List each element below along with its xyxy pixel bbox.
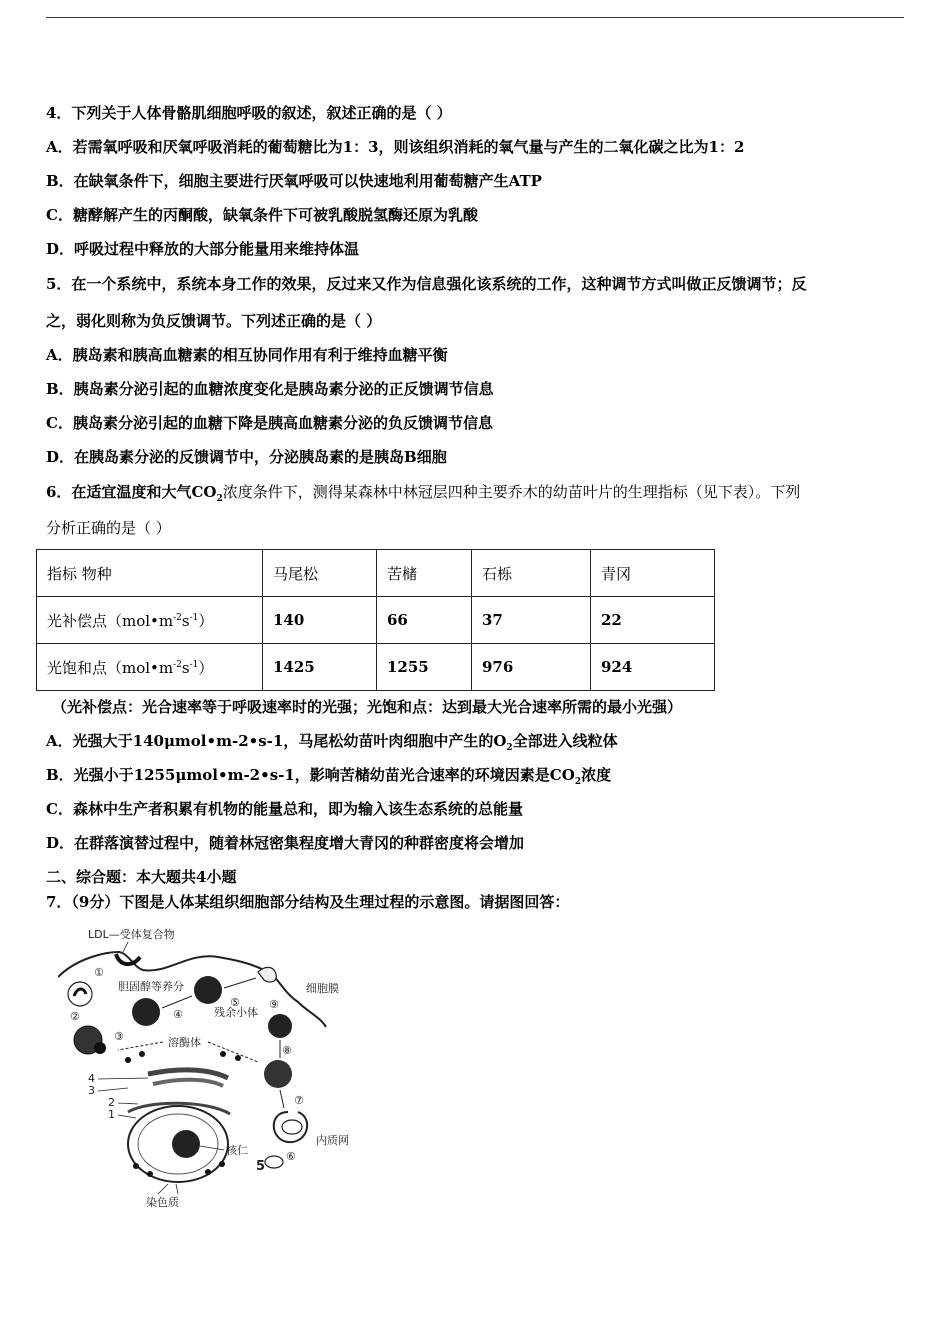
table-header-cell: 青冈 [591, 550, 715, 597]
header-rule [46, 17, 904, 18]
table-cell: 976 [472, 644, 591, 691]
vesicle-icon [68, 982, 92, 1006]
q6-option-a: A．光强大于140μmol•m-2•s-1，马尾松幼苗叶肉细胞中产生的$O_2$全部进入线粒体 [46, 732, 618, 753]
table-row-label: 光饱和点$(mol•m^{-2}s^{-1})$ [37, 644, 263, 691]
q5-option-a: A．胰岛素和胰高血糖素的相互协同作用有利于维持血糖平衡 [46, 346, 448, 364]
q5-stem-line2: 之，弱化则称为负反馈调节。下列述正确的是（ ） [46, 312, 382, 330]
label-chromatin: 染色质 [146, 1196, 179, 1209]
table-cell: 1255 [377, 644, 472, 691]
q6-option-b: B．光强小于1255μmol•m-2•s-1，影响苦槠幼苗光合速率的环境因素是$CO_2$浓度 [46, 766, 612, 787]
label-lysosome: 溶酶体 [168, 1036, 201, 1049]
table-header-cell: 马尾松 [263, 550, 377, 597]
side-label-1: 1 [108, 1108, 115, 1121]
table-row [37, 597, 715, 644]
step-1: ① [94, 966, 104, 979]
step-9: ⑨ [269, 998, 279, 1011]
table-header-cell: 指标 物种 [37, 550, 263, 597]
cell-structure-figure [58, 922, 368, 1212]
ldl-receptor-complex-icon [116, 954, 140, 964]
q5-option-d: D．在胰岛素分泌的反馈调节中，分泌胰岛素的是胰岛B细胞 [46, 448, 447, 466]
label-membrane: 细胞膜 [306, 982, 339, 995]
q4-option-a: A．若需氧呼吸和厌氧呼吸消耗的葡萄糖比为1：3，则该组织消耗的氧气量与产生的二氧化碳之比为1：2 [46, 138, 745, 156]
residual-body-icon [268, 1014, 292, 1038]
table-row-label: 光补偿点$(mol•m^{-2}s^{-1})$ [37, 597, 263, 644]
table-cell: 22 [591, 597, 715, 644]
side-label-5: 5 [256, 1159, 266, 1174]
step-6: ⑥ [286, 1150, 296, 1163]
q6-option-c: C．森林中生产者积累有机物的能量总和，即为输入该生态系统的总能量 [46, 800, 523, 818]
label-nutrients: 胆固醇等养分 [118, 980, 184, 993]
step-3: ③ [114, 1030, 124, 1043]
table-header-cell: 苦槠 [377, 550, 472, 597]
label-ldl: LDL—受体复合物 [88, 928, 175, 941]
q4-stem: 4．下列关于人体骨骼肌细胞呼吸的叙述，叙述正确的是（ ） [46, 104, 452, 122]
label-nucleolus: 核仁 [226, 1144, 248, 1157]
q6-data-table [36, 549, 715, 691]
nucleolus-icon [172, 1130, 200, 1158]
table-header-row [37, 550, 715, 597]
table-cell: 140 [263, 597, 377, 644]
table-cell: 1425 [263, 644, 377, 691]
table-row [37, 644, 715, 691]
q6-option-d: D．在群落演替过程中，随着林冠密集程度增大青冈的种群密度将会增加 [46, 834, 525, 852]
table-cell: 66 [377, 597, 472, 644]
label-residual-body: 残余小体 [214, 1006, 258, 1019]
q5-option-b: B．胰岛素分泌引起的血糖浓度变化是胰岛素分泌的正反馈调节信息 [46, 380, 494, 398]
table-cell: 37 [472, 597, 591, 644]
q6-stem-line2: 分析正确的是（ ） [46, 519, 171, 537]
label-er: 内质网 [316, 1134, 349, 1147]
step-5: ⑤ [230, 996, 240, 1009]
membrane-pit [258, 967, 276, 982]
q6-note: （光补偿点：光合速率等于呼吸速率时的光强；光饱和点：达到最大光合速率所需的最小光强） [52, 698, 683, 716]
side-label-2: 2 [108, 1096, 115, 1109]
q7-stem: 7．（9分）下图是人体某组织细胞部分结构及生理过程的示意图。请据图回答： [46, 893, 570, 911]
free-mitochondrion-icon [265, 1156, 283, 1168]
q4-option-c: C．糖酵解产生的丙酮酸，缺氧条件下可被乳酸脱氢酶还原为乳酸 [46, 206, 478, 224]
autophagosome-icon [264, 1060, 292, 1088]
q5-stem-line1: 5．在一个系统中，系统本身工作的效果，反过来又作为信息强化该系统的工作，这种调节方式叫做正反馈调节；反 [46, 275, 807, 293]
q4-option-d: D．呼吸过程中释放的大部分能量用来维持体温 [46, 240, 360, 258]
table-cell: 924 [591, 644, 715, 691]
q6-stem-line1: 6．在适宜温度和大气$CO_2$浓度条件下，测得某森林中林冠层四种主要乔木的幼苗叶片的生理指标（见下表）。下列 [46, 483, 801, 504]
step-7: ⑦ [294, 1094, 304, 1107]
step-8: ⑧ [282, 1044, 292, 1057]
secondary-lysosome-icon [132, 998, 160, 1026]
digesting-lysosome-icon [194, 976, 222, 1004]
step-2: ② [70, 1010, 80, 1023]
mitochondrion-icon [282, 1120, 302, 1134]
q5-option-c: C．胰岛素分泌引起的血糖下降是胰高血糖素分泌的负反馈调节信息 [46, 414, 493, 432]
section-heading: 二、综合题：本大题共4小题 [46, 868, 237, 886]
table-header-cell: 石栎 [472, 550, 591, 597]
side-label-4: 4 [88, 1072, 95, 1085]
q4-option-b: B．在缺氧条件下，细胞主要进行厌氧呼吸可以快速地利用葡萄糖产生ATP [46, 172, 542, 190]
step-4: ④ [173, 1008, 183, 1021]
side-label-3: 3 [88, 1084, 95, 1097]
golgi-icon [148, 1070, 228, 1078]
